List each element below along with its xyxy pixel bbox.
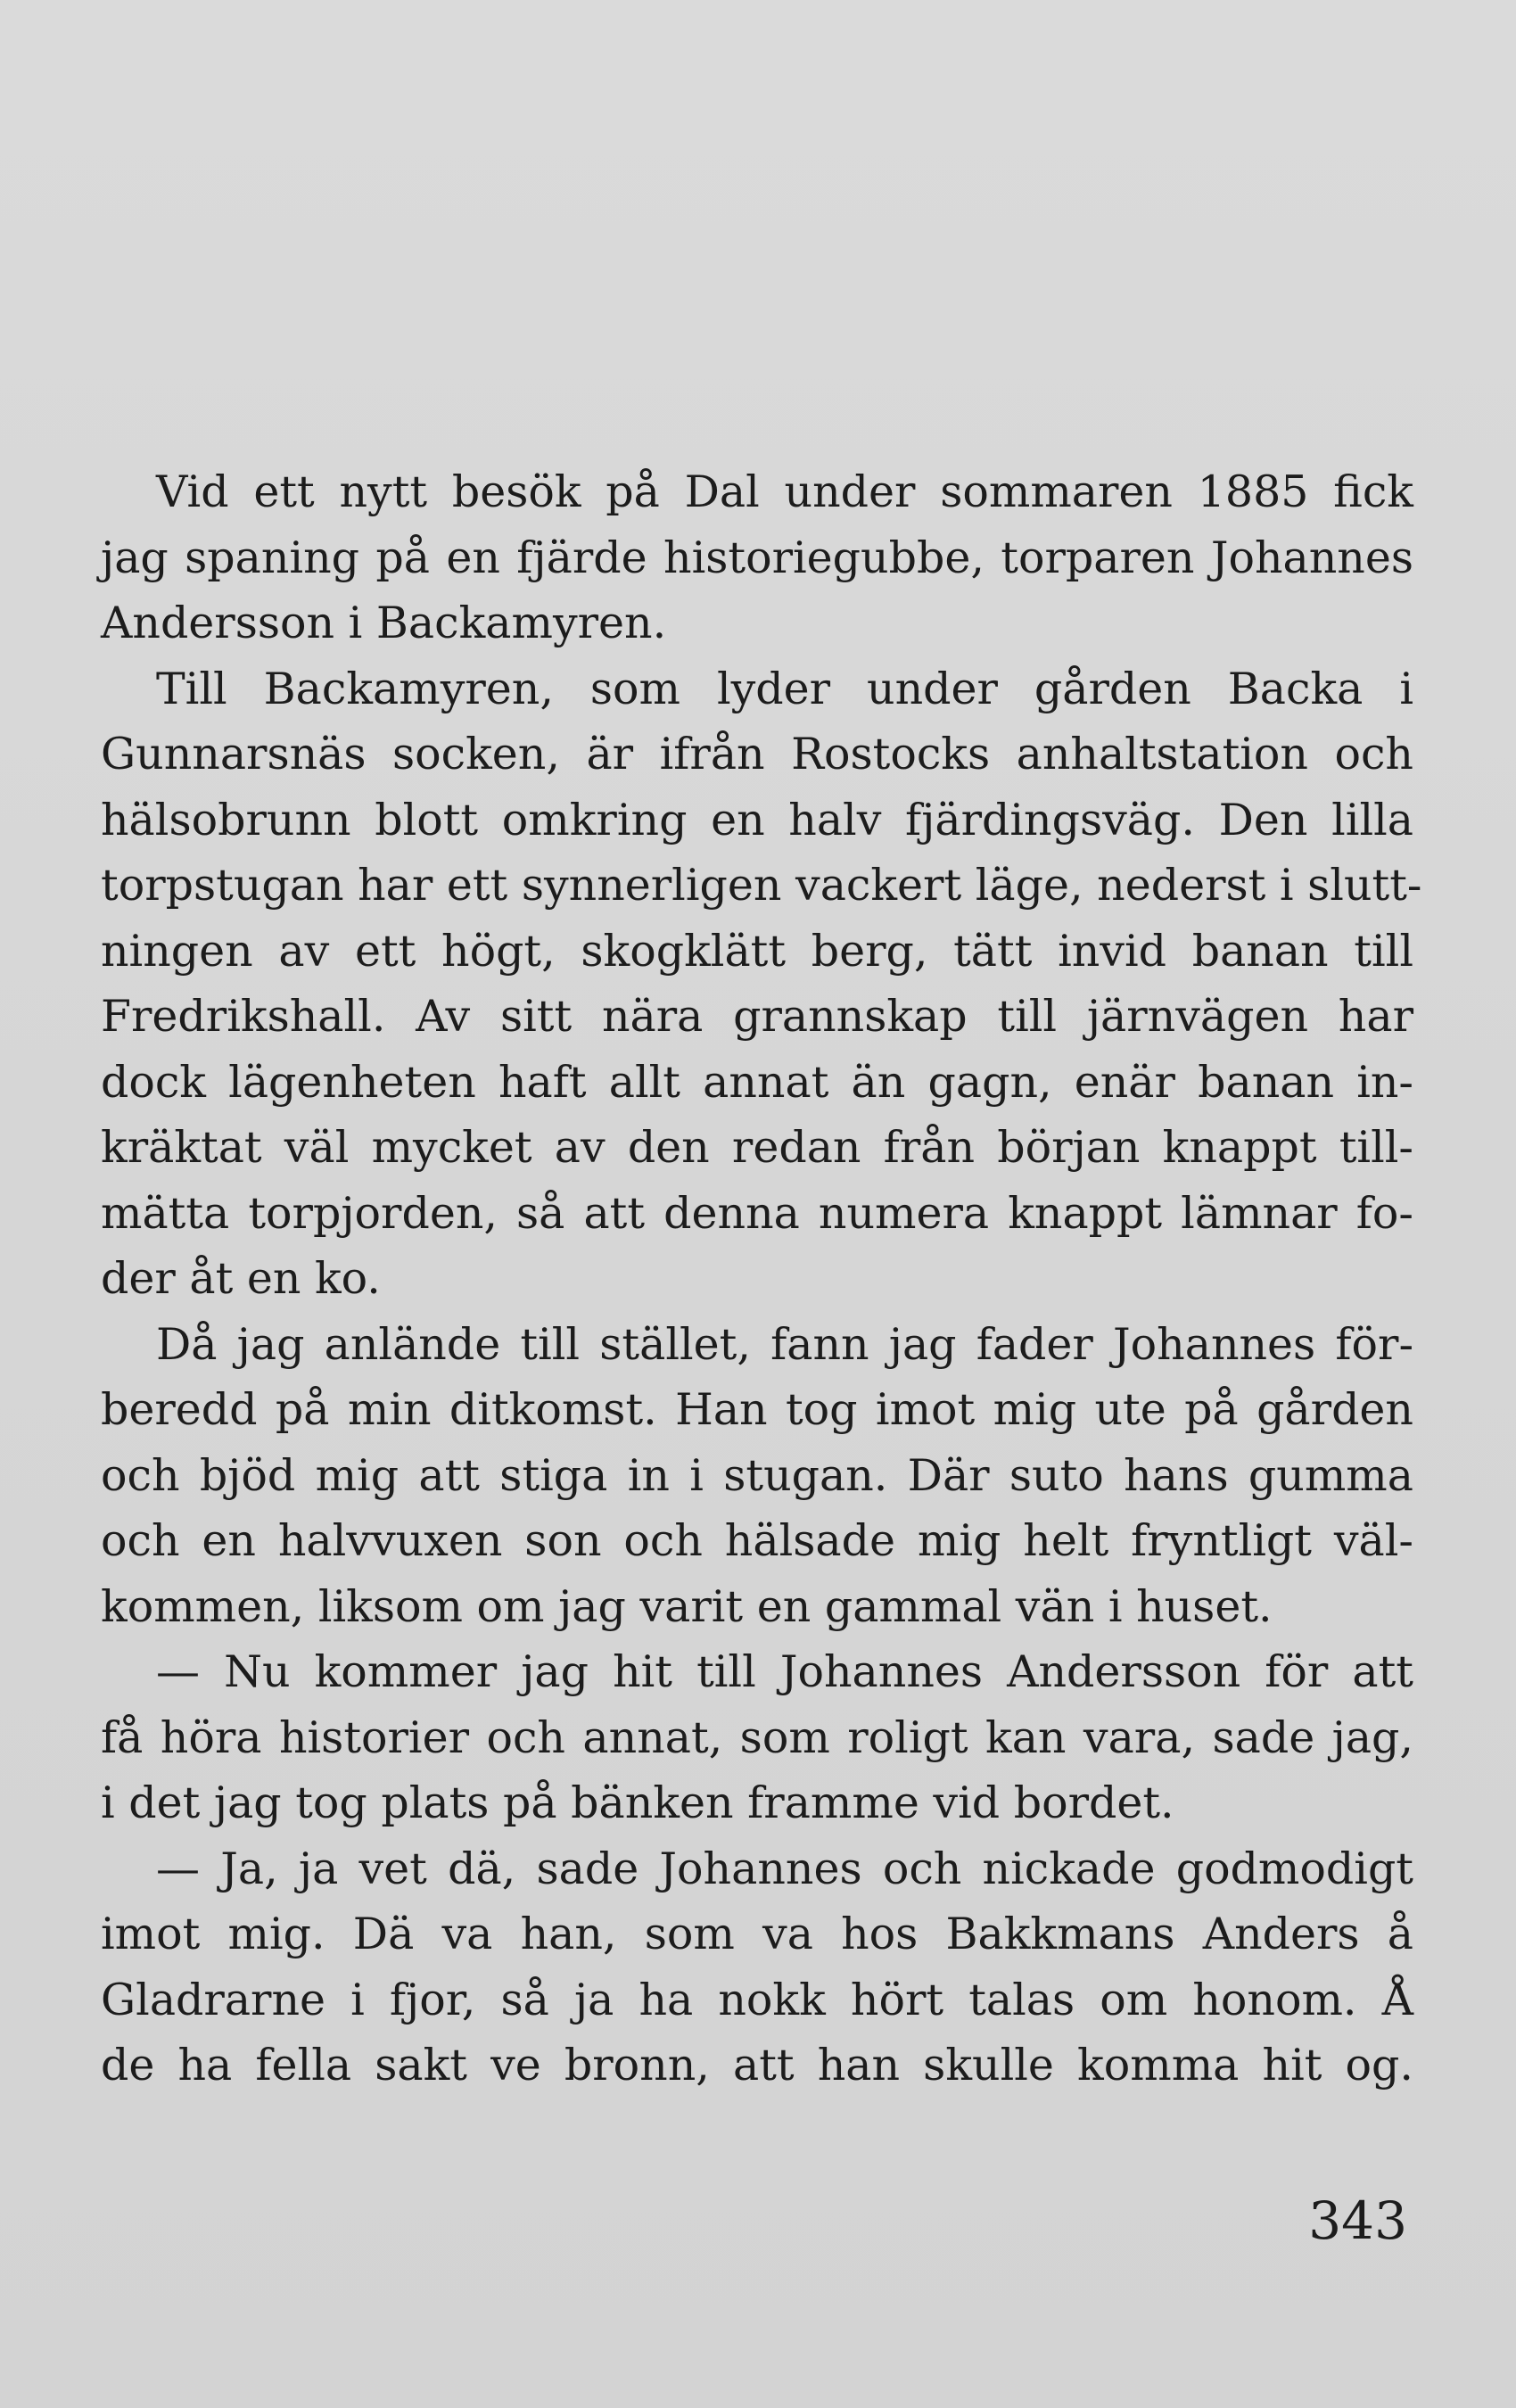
text-line: ningen av ett högt, skogklätt berg, tätt invid banan till <box>101 925 1413 977</box>
text-line: Då jag anlände till stället, fann jag fader Johannes för- <box>156 1318 1413 1370</box>
text-line: — Nu kommer jag hit till Johannes Andersson för att <box>156 1646 1413 1697</box>
text-line: mätta torpjorden, så att denna numera knappt lämnar fo- <box>101 1187 1413 1239</box>
text-line: der åt en ko. <box>101 1253 381 1304</box>
text-line: i det jag tog plats på bänken framme vid bordet. <box>101 1777 1174 1828</box>
text-line: och bjöd mig att stiga in i stugan. Där suto hans gumma <box>101 1449 1413 1501</box>
text-line: Gladrarne i fjor, så ja ha nokk hört talas om honom. Å <box>101 1974 1413 2025</box>
text-line: Till Backamyren, som lyder under gården Backa i <box>156 663 1413 714</box>
body-text <box>101 459 1422 2099</box>
text-line: torpstugan har ett synnerligen vackert läge, nederst i slutt- <box>101 860 1422 911</box>
text-line: — Ja, ja vet dä, sade Johannes och nickade godmodigt <box>156 1843 1413 1894</box>
text-line: kräktat väl mycket av den redan från början knappt till- <box>101 1122 1413 1173</box>
text-line: och en halvvuxen son och hälsade mig helt fryntligt väl- <box>101 1515 1413 1566</box>
text-line: hälsobrunn blott omkring en halv fjärdingsväg. Den lilla <box>101 794 1413 845</box>
text-line: Vid ett nytt besök på Dal under sommaren 1885 fick <box>156 466 1413 517</box>
page-number: 343 <box>1308 2190 1407 2251</box>
text-line: de ha fella sakt ve bronn, att han skulle komma hit og. <box>101 2040 1413 2091</box>
text-line: jag spaning på en fjärde historiegubbe, torparen Johannes <box>101 532 1413 583</box>
text-line: kommen, liksom om jag varit en gammal vän i huset. <box>101 1580 1273 1632</box>
text-line: imot mig. Dä va han, som va hos Bakkmans Anders å <box>101 1909 1413 1959</box>
text-line: Gunnarsnäs socken, är ifrån Rostocks anhaltstation och <box>101 729 1413 779</box>
text-line: Fredrikshall. Av sitt nära grannskap till järnvägen har <box>101 991 1413 1042</box>
text-line: få höra historier och annat, som roligt kan vara, sade jag, <box>101 1711 1413 1763</box>
text-line: Andersson i Backamyren. <box>101 598 667 648</box>
text-line: beredd på min ditkomst. Han tog imot mig ute på gården <box>101 1384 1413 1435</box>
text-line: dock lägenheten haft allt annat än gagn, enär banan in- <box>101 1056 1413 1108</box>
